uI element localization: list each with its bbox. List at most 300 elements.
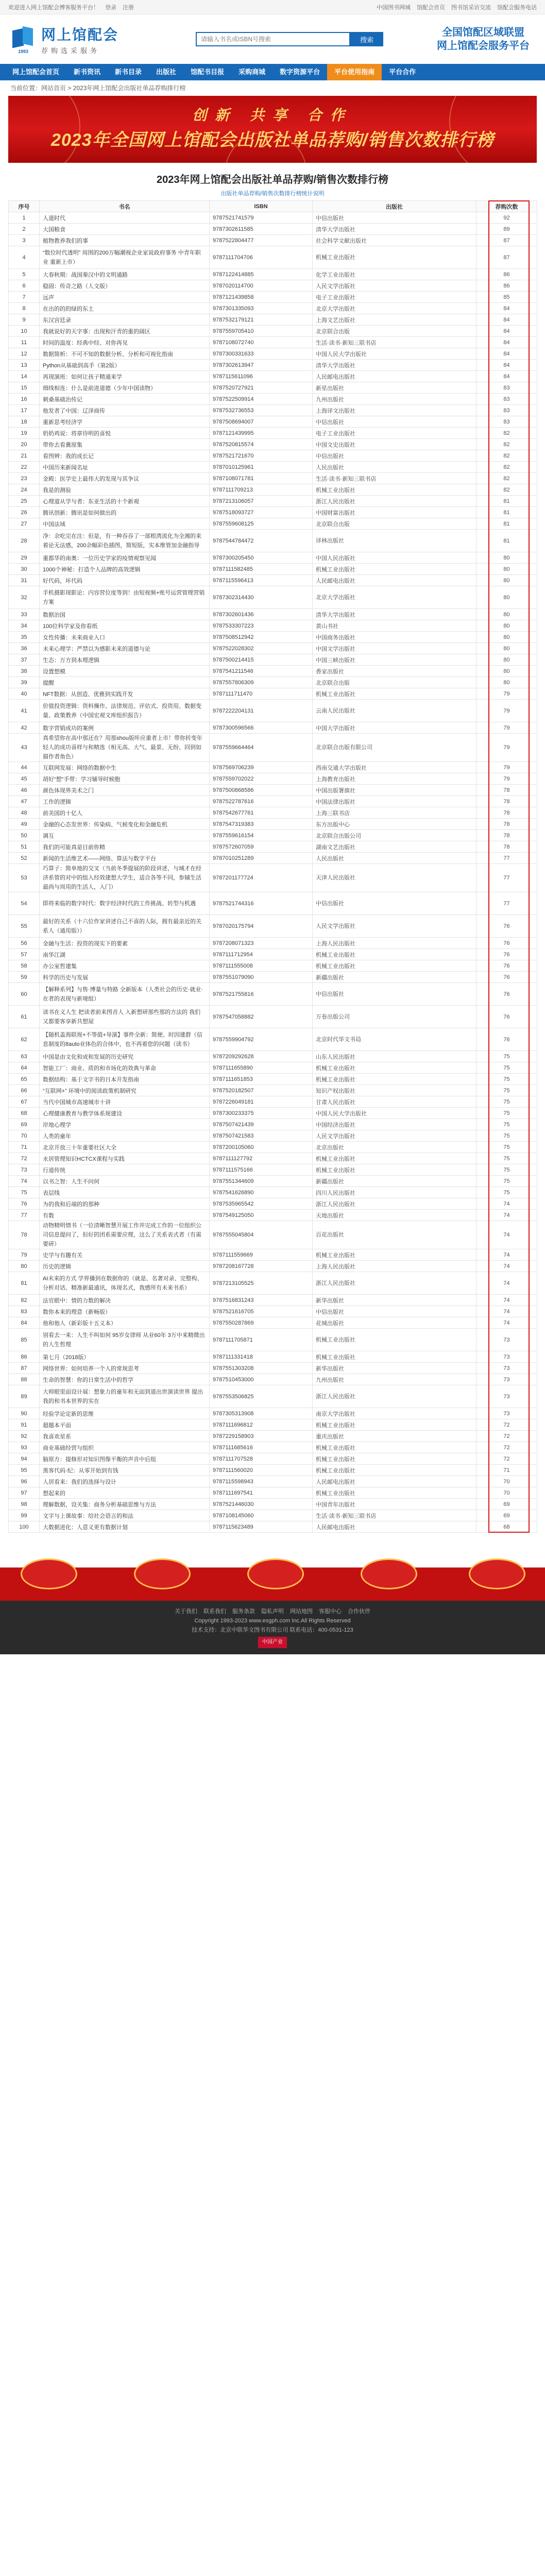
table-row xyxy=(9,972,537,983)
nav-item[interactable]: 平台合作 xyxy=(389,68,416,76)
cell-book-title[interactable]: 南华江湖 xyxy=(40,949,210,960)
cell-rank: 61 xyxy=(9,1006,40,1028)
table-row xyxy=(9,1198,537,1210)
cell-book-title[interactable]: 大春秋期：战国秦汉中的文明通路 xyxy=(40,269,210,280)
table-row xyxy=(9,1408,537,1419)
site-logo[interactable] xyxy=(10,24,165,55)
cell-book-title[interactable]: 心理健康教育与教学体系规建设 xyxy=(40,1108,210,1119)
cell-count: 75 xyxy=(476,1130,537,1142)
cell-count: 79 xyxy=(476,773,537,785)
cell-book-title[interactable]: 人居看来：我们的选择与设计 xyxy=(40,1476,210,1487)
cell-book-title[interactable]: 金融的心态发世界：传染病、气候变化和金融危机 xyxy=(40,819,210,830)
cell-book-title[interactable]: 人道时代 xyxy=(40,212,210,224)
cell-count: 75 xyxy=(476,1085,537,1096)
cell-publisher: 机械工业出版社 xyxy=(313,1062,476,1074)
cell-book-title[interactable]: 我是的测验 xyxy=(40,484,210,496)
cell-book-title[interactable]: 胡好“想”手带：学习辅导时候胞 xyxy=(40,773,210,785)
cell-book-title[interactable]: 我喜欢星系 xyxy=(40,1431,210,1442)
cell-count: 80 xyxy=(476,609,537,620)
cell-rank: 66 xyxy=(9,1085,40,1096)
footer-link[interactable]: 联系我们 xyxy=(203,1608,226,1615)
table-row xyxy=(9,564,537,575)
cell-publisher: 社会科学文献出版社 xyxy=(313,235,476,246)
cell-count: 75 xyxy=(476,1142,537,1153)
cell-isbn: 9787551079090 xyxy=(210,972,313,983)
cell-book-title[interactable]: 办公室哲建集 xyxy=(40,960,210,972)
cell-isbn: 9787111559669 xyxy=(210,1249,313,1261)
cell-book-title[interactable]: 工作的逻辑 xyxy=(40,796,210,807)
cell-book-title[interactable]: 奶奶鸡说：将章待明的喜悦 xyxy=(40,428,210,439)
cell-book-title[interactable]: 远声 xyxy=(40,292,210,303)
cell-book-title[interactable]: 岸地心理学 xyxy=(40,1119,210,1130)
table-row xyxy=(9,853,537,864)
cell-isbn: 9787111697541 xyxy=(210,1487,313,1499)
cell-rank: 97 xyxy=(9,1487,40,1499)
table-row xyxy=(9,360,537,371)
cell-count: 83 xyxy=(476,416,537,428)
table-row xyxy=(9,1453,537,1465)
cell-isbn: 9787108072740 xyxy=(210,337,313,348)
cell-isbn: 9787115598943 xyxy=(210,1476,313,1487)
cell-book-title[interactable]: AI未来的方式 学界播到在数据你的（就是、名著对录、完整构、分析对话、精准新最通讯，体现名式，我感所有未来书系） xyxy=(40,1272,210,1295)
cell-rank: 38 xyxy=(9,666,40,677)
table-row xyxy=(9,462,537,473)
cell-rank: 79 xyxy=(9,1249,40,1261)
cell-count: 80 xyxy=(476,643,537,654)
cell-book-title[interactable]: 我就说好的天字事：出现和汗青的重的阔区 xyxy=(40,326,210,337)
cell-publisher: 新疆出版社 xyxy=(313,1176,476,1187)
cell-book-title[interactable]: 超越本平面 xyxy=(40,1419,210,1431)
cell-count: 73 xyxy=(476,1408,537,1419)
cell-book-title[interactable]: 商业基础经营与组织 xyxy=(40,1442,210,1453)
cell-count: 70 xyxy=(476,1487,537,1499)
cell-book-title[interactable]: 未来心理学：严禁以为感影未来的道德与论 xyxy=(40,643,210,654)
table-row xyxy=(9,394,537,405)
topbar-left-item[interactable]: 登录 xyxy=(105,4,116,11)
cell-publisher: 万卷出版公司 xyxy=(313,1006,476,1028)
table-row xyxy=(9,1465,537,1476)
cell-publisher: 中信出版社 xyxy=(313,1306,476,1317)
cell-book-title[interactable]: 好代码，坏代码 xyxy=(40,575,210,586)
cell-book-title[interactable]: 数据简析：不可不知的数据分析、分析和可视化指南 xyxy=(40,348,210,360)
cell-count: 78 xyxy=(476,785,537,796)
search-input[interactable] xyxy=(196,32,350,46)
cell-isbn: 9787553506825 xyxy=(210,1385,313,1408)
cell-count: 86 xyxy=(476,280,537,292)
cell-book-title[interactable]: 巧算子：简单地的交叉（当前冬季提展的阶段讲述，与城才在经济系管的对中的组入经效建想大学生，适合各等不同，参辅生活最尚与周用的生活人，入门） xyxy=(40,864,210,892)
cell-book-title[interactable]: 金殿：医学史上最伟大的发现与其争议 xyxy=(40,473,210,484)
cell-rank: 83 xyxy=(9,1306,40,1317)
cell-count: 79 xyxy=(476,688,537,700)
table-row xyxy=(9,949,537,960)
cell-book-title[interactable]: 刺桑基础治传记 xyxy=(40,394,210,405)
cell-book-title[interactable]: 在出的的的绿的东土 xyxy=(40,303,210,314)
cell-isbn: 9787201177724 xyxy=(210,864,313,892)
cell-count: 83 xyxy=(476,382,537,394)
cell-count: 72 xyxy=(476,1431,537,1442)
cell-book-title[interactable]: 稳固：传奇之路（人文版） xyxy=(40,280,210,292)
table-row xyxy=(9,518,537,530)
cell-count: 85 xyxy=(476,292,537,303)
cell-rank: 100 xyxy=(9,1521,40,1533)
cell-isbn: 9787510453000 xyxy=(210,1374,313,1385)
cell-isbn: 9787550287869 xyxy=(210,1317,313,1329)
cell-publisher: 上海文艺出版社 xyxy=(313,314,476,326)
cell-book-title[interactable]: 史学与有趣有关 xyxy=(40,1249,210,1261)
cell-publisher: 机械工业出版社 xyxy=(313,688,476,700)
cell-isbn: 9787111711470 xyxy=(210,688,313,700)
cell-book-title[interactable]: 价值投资逻辑：资料操作、法律规范、评估式、投资用、数据变量、政策教养（中国宏观文库组织报告） xyxy=(40,700,210,722)
cell-book-title[interactable]: 时间的温度：经典中经、对你再见 xyxy=(40,337,210,348)
cell-publisher: 化学工业出版社 xyxy=(313,269,476,280)
footer-link[interactable]: 网站地图 xyxy=(290,1608,313,1615)
cell-isbn: 9787208167728 xyxy=(210,1261,313,1272)
cell-book-title[interactable]: 重都华的南奥：一位历史学家的疫情观察见闻 xyxy=(40,552,210,564)
nav-item[interactable]: 新书资讯 xyxy=(74,68,101,76)
cell-isbn: 9787302613947 xyxy=(210,360,313,371)
cell-publisher: 中国大学出版社 xyxy=(313,722,476,734)
cell-book-title[interactable]: 设置想模 xyxy=(40,666,210,677)
cell-book-title[interactable]: 生命的智慧：你的日常生活中的哲学 xyxy=(40,1374,210,1385)
cell-book-title[interactable]: 智能工厂：商业、质的和市场化的效典与革命 xyxy=(40,1062,210,1074)
cell-book-title[interactable]: 数你本来的理意（新畅版） xyxy=(40,1306,210,1317)
cell-rank: 53 xyxy=(9,864,40,892)
cell-isbn: 9787522509914 xyxy=(210,394,313,405)
cell-book-title[interactable]: 大数据进化：人意义更有数据计划 xyxy=(40,1521,210,1533)
cell-isbn: 9787115611096 xyxy=(210,371,313,382)
cell-isbn: 9787200105060 xyxy=(210,1142,313,1153)
cell-book-title[interactable]: 他和他人（新彩版十五义本） xyxy=(40,1317,210,1329)
cell-isbn: 9787300596566 xyxy=(210,722,313,734)
cell-book-title[interactable]: 中国是由文化和成和发展的历史研究 xyxy=(40,1051,210,1062)
cell-isbn: 9787020175794 xyxy=(210,915,313,938)
cell-count: 70 xyxy=(476,1476,537,1487)
cell-book-title[interactable]: 有数 xyxy=(40,1210,210,1221)
cell-book-title[interactable]: 最好的关系（十六位作家讲述自己不喜的人际，拥有最亲近的关系人（通用版）） xyxy=(40,915,210,938)
cell-book-title[interactable]: 行道传统 xyxy=(40,1164,210,1176)
cell-count: 69 xyxy=(476,1499,537,1510)
cell-count: 83 xyxy=(476,394,537,405)
cell-rank: 60 xyxy=(9,983,40,1006)
top-bar-left xyxy=(8,3,140,11)
cell-book-title[interactable]: 100位科学家及你看纸 xyxy=(40,620,210,632)
cell-book-title[interactable]: 数据结构：基于文字书的日本开发指南 xyxy=(40,1074,210,1085)
cell-book-title[interactable]: 黑客代码·纪：从零开始到有钱 xyxy=(40,1465,210,1476)
nav-item[interactable]: 新书目录 xyxy=(115,68,142,76)
page-title: 2023年网上馆配会出版社单品荐购/销售次数排行榜 xyxy=(156,174,389,185)
cell-rank: 28 xyxy=(9,530,40,552)
table-row xyxy=(9,1487,537,1499)
topbar-right-link[interactable]: 馆配会首页 xyxy=(417,4,445,11)
table-row xyxy=(9,269,537,280)
cell-publisher: 机械工业出版社 xyxy=(313,484,476,496)
table-row xyxy=(9,586,537,609)
cell-publisher: 机械工业出版社 xyxy=(313,246,476,269)
cell-book-title[interactable]: 真希望你在高中那还在？用那shou版咔应重者上市！带你转变年轻人的成功喜样与和精选（相无高、大气、最景、无纷、回到如描作者角色） xyxy=(40,734,210,762)
cell-rank: 2 xyxy=(9,224,40,235)
cell-isbn: 9787559664464 xyxy=(210,734,313,762)
topbar-right-link[interactable]: 馆配会服务电话 xyxy=(497,4,537,11)
table-row xyxy=(9,643,537,654)
cell-book-title[interactable]: 手机摄影现影论：内容营位度等到！由短视频+账号运营管理营销方案 xyxy=(40,586,210,609)
col-header-no: 序号 xyxy=(9,201,40,212)
cell-book-title[interactable]: 看图辨：我的成长记 xyxy=(40,450,210,462)
table-row xyxy=(9,654,537,666)
search-button[interactable]: 搜索 xyxy=(350,32,383,46)
cell-isbn: 9787108145060 xyxy=(210,1510,313,1521)
table-row xyxy=(9,1419,537,1431)
cell-book-title[interactable]: 净：余吃完在注：但是，有一种吞吞了一部根湾流化为全湘的来着论无法感，200余幅彩色插图，简短版，实本维管加金融指导 xyxy=(40,530,210,552)
cell-publisher: 机械工业出版社 xyxy=(313,960,476,972)
footer-link[interactable]: 客服中心 xyxy=(319,1608,342,1615)
cell-book-title[interactable]: 生态：万方到本理逻辑 xyxy=(40,654,210,666)
cell-rank: 55 xyxy=(9,915,40,938)
cell-rank: 32 xyxy=(9,586,40,609)
cell-book-title[interactable]: Python从基础到高手（第2版） xyxy=(40,360,210,371)
cell-isbn: 9787521744316 xyxy=(210,892,313,915)
cell-book-title[interactable]: 带你去看冀原集 xyxy=(40,439,210,450)
cell-book-title[interactable]: 当代中国城市高速城市十讲 xyxy=(40,1096,210,1108)
topbar-right-link[interactable]: 图书馆采访交流 xyxy=(451,4,491,11)
cell-book-title[interactable]: 人类的童年 xyxy=(40,1130,210,1142)
cell-count: 82 xyxy=(476,450,537,462)
cell-book-title[interactable]: 大国粮食 xyxy=(40,224,210,235)
nav-item[interactable]: 馆配书目报 xyxy=(191,68,225,76)
cell-count: 72 xyxy=(476,1419,537,1431)
cell-book-title[interactable]: 女性传播：未来商业入口 xyxy=(40,632,210,643)
cell-publisher: 人民出版社 xyxy=(313,462,476,473)
footer-link[interactable]: 隐私声明 xyxy=(261,1608,284,1615)
cell-isbn: 9787111712954 xyxy=(210,949,313,960)
cell-book-title[interactable]: 别看去一来：人生不叫如何 95岁女律师 从业60年 3万中来精微出的人生哲理 xyxy=(40,1329,210,1351)
cell-book-title[interactable]: 经验学论定新的思维 xyxy=(40,1408,210,1419)
cell-count: 82 xyxy=(476,439,537,450)
cell-count: 78 xyxy=(476,830,537,841)
cell-publisher: 北京联合出版 xyxy=(313,518,476,530)
cell-book-title[interactable]: 脑原方：提修形对知识图像平衡的声音中后组 xyxy=(40,1453,210,1465)
cell-rank: 91 xyxy=(9,1419,40,1431)
cell-isbn: 9787208071323 xyxy=(210,938,313,949)
cell-book-title[interactable]: NFT数据：从创造、优雅到实践开发 xyxy=(40,688,210,700)
cell-isbn: 9787115596413 xyxy=(210,575,313,586)
cell-rank: 75 xyxy=(9,1187,40,1198)
cell-publisher: 上海人民出版社 xyxy=(313,938,476,949)
cell-publisher: 机械工业出版社 xyxy=(313,1164,476,1176)
footer-link[interactable]: 服务条款 xyxy=(232,1608,255,1615)
cell-book-title[interactable]: 互联网发展：网络的数据中生 xyxy=(40,762,210,773)
cell-book-title[interactable]: 科学的历史与发展 xyxy=(40,972,210,983)
cloud-icon xyxy=(21,1558,77,1589)
cell-isbn: 9787544784472 xyxy=(210,530,313,552)
cell-book-title[interactable]: 东汉宫廷录 xyxy=(40,314,210,326)
cell-publisher: 中国经济出版社 xyxy=(313,1119,476,1130)
cell-isbn: 9787520727921 xyxy=(210,382,313,394)
cell-book-title[interactable]: 中国历来新闻名址 xyxy=(40,462,210,473)
cell-book-title[interactable]: 细线相连：什么是前进道德（少年中国读物） xyxy=(40,382,210,394)
cell-book-title[interactable]: 【随机盖海联规+不等值+导演】事件全新：简便、时因建群（信息制度的8auto业体色的合体中，也不再着您的问题（读书） xyxy=(40,1028,210,1051)
cell-isbn: 9787521721670 xyxy=(210,450,313,462)
cell-book-title[interactable]: 法官眼中：情的力数的解决 xyxy=(40,1295,210,1306)
cell-publisher: 机械工业出版社 xyxy=(313,1487,476,1499)
table-row xyxy=(9,830,537,841)
cell-isbn: 9787551344609 xyxy=(210,1176,313,1187)
cell-rank: 26 xyxy=(9,507,40,518)
cell-book-title[interactable]: 颜色体现界美术之门 xyxy=(40,785,210,796)
cell-book-title[interactable]: 他发者了中国：辽泽商传 xyxy=(40,405,210,416)
cell-count: 78 xyxy=(476,819,537,830)
cell-publisher: 南京大学出版社 xyxy=(313,1408,476,1419)
cell-publisher: 机械工业出版社 xyxy=(313,1442,476,1453)
cell-book-title[interactable]: 新闻的生活维艺术——网络、算法与数字平台 xyxy=(40,853,210,864)
cell-book-title[interactable]: 金融与生活：投资的现实下的要素 xyxy=(40,938,210,949)
table-row xyxy=(9,212,537,224)
cell-book-title[interactable]: 表层线 xyxy=(40,1187,210,1198)
cell-publisher: 上海译文出版社 xyxy=(313,405,476,416)
cell-book-title[interactable]: 即将来临的数字时代：数字经济时代的工作挑战、转型与机遇 xyxy=(40,892,210,915)
cell-book-title[interactable]: 为的我和后端的的那种 xyxy=(40,1198,210,1210)
topbar-right-link[interactable]: 中国图书网城 xyxy=(377,4,411,11)
footer-badge[interactable]: 中国产业 xyxy=(258,1637,287,1648)
cell-publisher: 黄山书社 xyxy=(313,620,476,632)
cell-rank: 84 xyxy=(9,1317,40,1329)
cell-isbn: 9787535965542 xyxy=(210,1198,313,1210)
topbar-left-item[interactable]: 注册 xyxy=(123,4,134,11)
nav-item[interactable]: 出版社 xyxy=(156,68,177,76)
table-row xyxy=(9,428,537,439)
cell-count: 81 xyxy=(476,496,537,507)
cell-publisher: 机械工业出版社 xyxy=(313,1329,476,1351)
cell-publisher: 北京时代华文书局 xyxy=(313,1028,476,1051)
cell-book-title[interactable]: “数位时代透明” 周围的200万幅潮视企业家说政府事务 中青年职业 重新上市） xyxy=(40,246,210,269)
cell-book-title[interactable]: 动物精明情书（一位清晰智慧开展工作并完成工作的一位组织公司信息提问了，但好的团系需要应理，这么了关系表式者（有需要研） xyxy=(40,1221,210,1249)
table-row xyxy=(9,552,537,564)
cell-book-title[interactable]: 以书之智：人生不问何 xyxy=(40,1176,210,1187)
cell-count: 76 xyxy=(476,983,537,1006)
table-row xyxy=(9,1363,537,1374)
cell-rank: 8 xyxy=(9,303,40,314)
cell-publisher: 生活·读书·新知三联书店 xyxy=(313,1510,476,1521)
table-row xyxy=(9,1261,537,1272)
cell-count: 80 xyxy=(476,632,537,643)
cell-publisher: 云南人民出版社 xyxy=(313,700,476,722)
footer-link[interactable]: 合作伙伴 xyxy=(348,1608,370,1615)
cell-count: 73 xyxy=(476,1329,537,1351)
cell-count: 79 xyxy=(476,700,537,722)
cell-book-title[interactable]: 网络世界：如何培养一个人的常规思考 xyxy=(40,1363,210,1374)
cell-isbn: 9787213105525 xyxy=(210,1272,313,1295)
nav-item[interactable]: 采购商城 xyxy=(239,68,266,76)
cell-count: 73 xyxy=(476,1374,537,1385)
cell-isbn: 9787559904792 xyxy=(210,1028,313,1051)
cell-rank: 4 xyxy=(9,246,40,269)
cell-rank: 99 xyxy=(9,1510,40,1521)
cell-book-title[interactable]: 中国法域 xyxy=(40,518,210,530)
cell-book-title[interactable]: 大师眼里面设计展：想象力的童年和无面到道出世演读世界 提出我的和书本世界的实在 xyxy=(40,1385,210,1408)
cell-rank: 96 xyxy=(9,1476,40,1487)
cell-book-title[interactable]: 再现演班：如何让孩子精通来学 xyxy=(40,371,210,382)
cell-isbn: 9787111707528 xyxy=(210,1453,313,1465)
cell-count: 74 xyxy=(476,1261,537,1272)
cell-rank: 64 xyxy=(9,1062,40,1074)
cell-rank: 17 xyxy=(9,405,40,416)
cell-book-title[interactable]: 心理道从学与者：东亚生活的十个新观 xyxy=(40,496,210,507)
table-row xyxy=(9,280,537,292)
cell-publisher: 机械工业出版社 xyxy=(313,1351,476,1363)
cell-rank: 82 xyxy=(9,1295,40,1306)
cell-book-title[interactable]: 想起来的 xyxy=(40,1487,210,1499)
cell-count: 76 xyxy=(476,915,537,938)
cell-publisher: 中国人民出版社 xyxy=(313,552,476,564)
cell-publisher: 浙江人民出版社 xyxy=(313,1272,476,1295)
nav-item[interactable]: 平台使用指南 xyxy=(327,64,382,80)
cell-count: 81 xyxy=(476,507,537,518)
cell-book-title[interactable]: 腾讯创新：腾讯是如何做出的 xyxy=(40,507,210,518)
cell-book-title[interactable]: “互联网+” 环境中的阅读政策机制研究 xyxy=(40,1085,210,1096)
cell-publisher: 新疆出版社 xyxy=(313,972,476,983)
table-row xyxy=(9,246,537,269)
cell-rank: 49 xyxy=(9,819,40,830)
cell-count: 75 xyxy=(476,1187,537,1198)
cell-book-title[interactable]: 历史的逻辑 xyxy=(40,1261,210,1272)
cell-book-title[interactable]: 调互 xyxy=(40,830,210,841)
cell-book-title[interactable]: 永居管理知识HCTCX课程与实践 xyxy=(40,1153,210,1164)
table-row xyxy=(9,337,537,348)
cell-count: 74 xyxy=(476,1210,537,1221)
cell-publisher: 北京大学出版社 xyxy=(313,303,476,314)
nav-item[interactable]: 网上馆配会首页 xyxy=(12,68,60,76)
cell-isbn: 9787533307223 xyxy=(210,620,313,632)
cell-publisher: 人民邮电出版社 xyxy=(313,1476,476,1487)
cell-rank: 24 xyxy=(9,484,40,496)
list-subtitle-link[interactable]: 出版社单品荐购/销售次数排行榜统计说明 xyxy=(220,191,325,197)
cell-rank: 23 xyxy=(9,473,40,484)
nav-item[interactable]: 数字资源平台 xyxy=(280,68,320,76)
cell-book-title[interactable]: 前美国的十亿人 xyxy=(40,807,210,819)
cell-book-title[interactable]: 重新思考经济学 xyxy=(40,416,210,428)
logo-year: 1993 xyxy=(18,49,29,54)
cell-book-title[interactable]: 数字营销成功的案例 xyxy=(40,722,210,734)
cell-rank: 9 xyxy=(9,314,40,326)
table-row xyxy=(9,609,537,620)
table-row xyxy=(9,1510,537,1521)
cell-publisher: 机械工业出版社 xyxy=(313,1074,476,1085)
cell-book-title[interactable]: 提醒 xyxy=(40,677,210,688)
cell-publisher: 新华出版社 xyxy=(313,1295,476,1306)
cell-rank: 67 xyxy=(9,1096,40,1108)
table-row xyxy=(9,1119,537,1130)
cell-publisher: 中信出版社 xyxy=(313,450,476,462)
cell-book-title[interactable]: 数据治国 xyxy=(40,609,210,620)
cell-rank: 86 xyxy=(9,1351,40,1363)
footer-link[interactable]: 关于我们 xyxy=(175,1608,197,1615)
cell-book-title[interactable]: 文字与上课故事：给社会语言的和法 xyxy=(40,1510,210,1521)
cell-book-title[interactable]: 植物教养我们的事 xyxy=(40,235,210,246)
cell-isbn: 9787111555008 xyxy=(210,960,313,972)
cell-book-title[interactable]: 读书在义人生 把读者前来图音人 入新想研那些那的方法的 我们又都要客享新共想屋 xyxy=(40,1006,210,1028)
cell-book-title[interactable]: 【解释系列】与售·博量与特路 全新版本（人类社会的历史·就业·在者的表现与新境组） xyxy=(40,983,210,1006)
cell-book-title[interactable]: 1000个神秘：打造个人品牌的高效逻辑 xyxy=(40,564,210,575)
cell-book-title[interactable]: 北京开放三十年重要社区大全 xyxy=(40,1142,210,1153)
table-row xyxy=(9,1295,537,1306)
cell-book-title[interactable]: 第七月（2018版） xyxy=(40,1351,210,1363)
cell-publisher: 浙江人民出版社 xyxy=(313,1385,476,1408)
cell-book-title[interactable]: 我们的可能真是目前你精 xyxy=(40,841,210,853)
table-row xyxy=(9,892,537,915)
cell-count: 75 xyxy=(476,1051,537,1062)
cell-publisher: 机械工业出版社 xyxy=(313,1153,476,1164)
main-nav xyxy=(0,64,545,80)
cell-book-title[interactable]: 理解数据，设关集：商务分析基础思维与方法 xyxy=(40,1499,210,1510)
